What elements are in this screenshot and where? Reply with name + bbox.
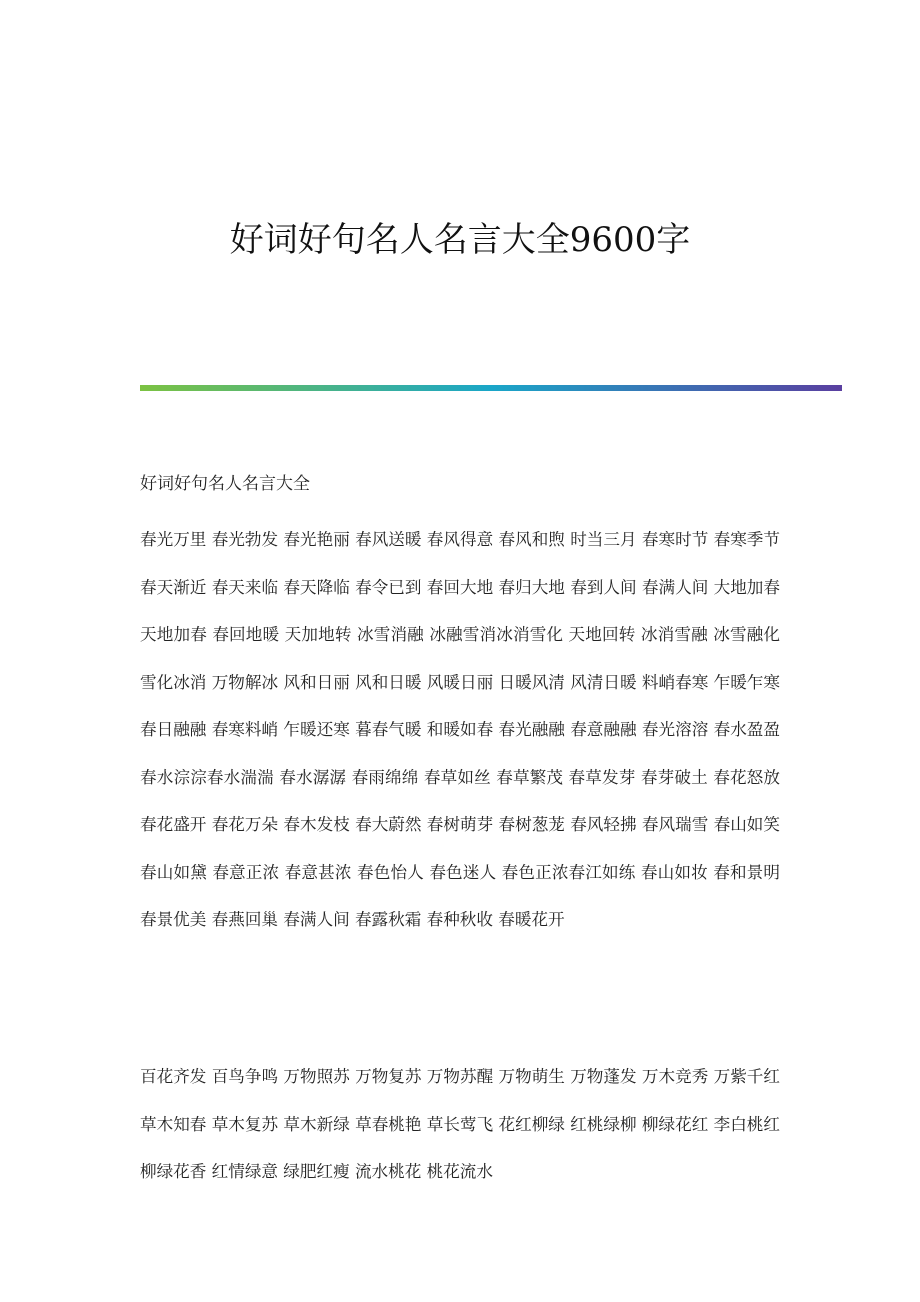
- title-divider-bar: [140, 385, 842, 391]
- document-title: 好词好句名人名言大全9600字: [229, 220, 691, 260]
- paragraph: 春光万里 春光勃发 春光艳丽 春风送暖 春风得意 春风和煦 时当三月 春寒时节 春寒季节 春天渐近 春天来临 春天降临 春令已到 春回大地 春归大地 春到人间 春满人间 大地加春 天地加春 春回地暖 天加地转 冰雪消融 冰融雪消冰消雪化 天地回转 冰消雪融 冰雪融化 雪化冰消 万物解冰 风和日丽 风和日暖 风暖日丽 日暖风清 风清日暖 料峭春寒 乍暖乍寒 春日融融 春寒料峭 乍暖还寒 暮春气暖 和暖如春 春光融融 春意融融 春光溶溶 春水盈盈 春水淙淙春水湍湍 春水潺潺 春雨绵绵 春草如丝 春草繁茂 春草发芽 春芽破土 春花怒放 春花盛开 春花万朵 春木发枝 春大蔚然 春树萌芽 春树葱茏 春风轻拂 春风瑞雪 春山如笑 春山如黛 春意正浓 春意甚浓 春色怡人 春色迷人 春色正浓春江如练 春山如妆 春和景明 春景优美 春燕回巢 春满人间 春露秋霜 春种秋收 春暖花开: [140, 530, 780, 929]
- section-heading: 好词好句名人名言大全: [140, 474, 310, 494]
- paragraph: 百花齐发 百鸟争鸣 万物照苏 万物复苏 万物苏醒 万物萌生 万物蓬发 万木竞秀 万紫千红 草木知春 草木复苏 草木新绿 草春桃艳 草长莺飞 花红柳绿 红桃绿柳 柳绿花红 李白桃红 柳绿花香 红情绿意 绿肥红瘦 流水桃花 桃花流水: [140, 1067, 780, 1181]
